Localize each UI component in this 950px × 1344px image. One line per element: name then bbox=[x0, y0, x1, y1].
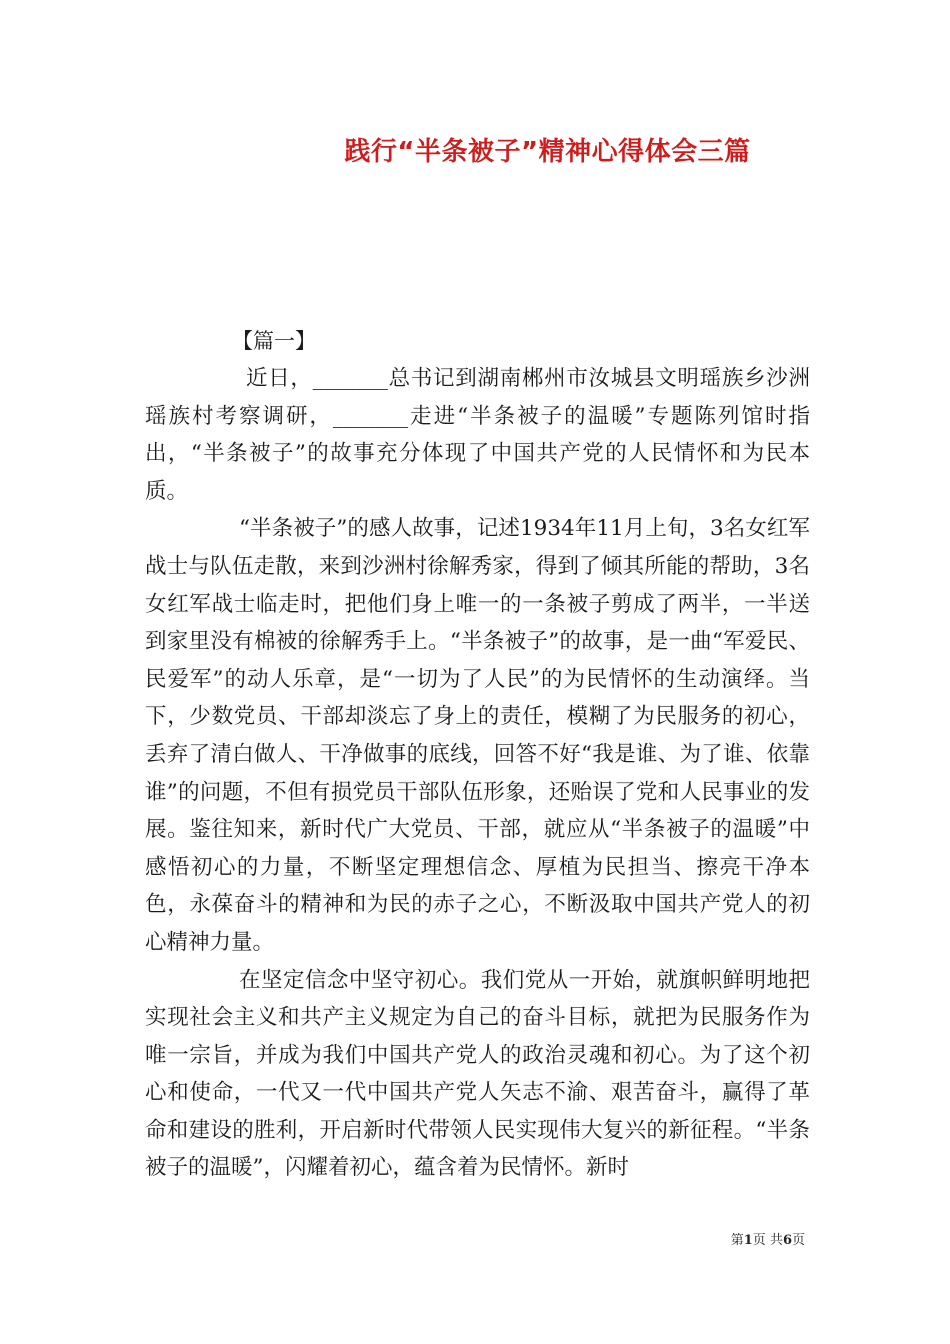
page-footer bbox=[731, 1232, 805, 1250]
footer-middle: 页 共 bbox=[752, 1233, 783, 1248]
document-body bbox=[145, 360, 810, 1187]
footer-prefix: 第 bbox=[730, 1233, 744, 1248]
paragraph-2: “半条被子”的感人故事，记述1934年11月上旬，3名女红军战士与队伍走散，来到沙洲村徐解秀家，得到了倾其所能的帮助，3名女红军战士临走时，把他们身上唯一的一条被子剪成了两半，一半送到家里没有棉被的徐解秀手上。“半条被子”的故事，是一曲“军爱民、民爱军”的动人乐章，是“一切为了人民”的为民情怀的生动演绎。当下，少数党员、干部却淡忘了身上的责任，模糊了为民服务的初心，丢弃了清白做人、干净做事的底线，回答不好“我是谁、为了谁、依靠谁”的问题，不但有损党员干部队伍形象，还贻误了党和人民事业的发展。鉴往知来，新时代广大党员、干部，就应从“半条被子的温暖”中感悟初心的力量，不断坚定理想信念、厚植为民担当、擦亮干净本色，永葆奋斗的精神和为民的赤子之心，不断汲取中国共产党人的初心精神力量。 bbox=[145, 516, 810, 955]
footer-suffix: 页 bbox=[791, 1233, 805, 1248]
footer-page-number: 1 bbox=[743, 1233, 753, 1248]
footer-total-pages: 6 bbox=[782, 1233, 792, 1248]
paragraph-3: 在坚定信念中坚守初心。我们党从一开始，就旗帜鲜明地把实现社会主义和共产主义规定为自己的奋斗目标，就把为民服务作为唯一宗旨，并成为我们中国共产党人的政治灵魂和初心。为了这个初心和使命，一代又一代中国共产党人矢志不渝、艰苦奋斗，赢得了革命和建设的胜利，开启新时代带领人民实现伟大复兴的新征程。“半条被子的温暖”，闪耀着初心，蕴含着为民情怀。新时 bbox=[145, 967, 810, 1181]
document-title: 践行“半条被子”精神心得体会三篇 bbox=[344, 137, 751, 167]
section-label: 【篇一】 bbox=[232, 329, 316, 353]
paragraph-1: 近日，_______总书记到湖南郴州市汝城县文明瑶族乡沙洲瑶族村考察调研，_______走进“半条被子的温暖”专题陈列馆时指出，“半条被子”的故事充分体现了中国共产党的人民情怀和为民本质。 bbox=[145, 366, 810, 504]
